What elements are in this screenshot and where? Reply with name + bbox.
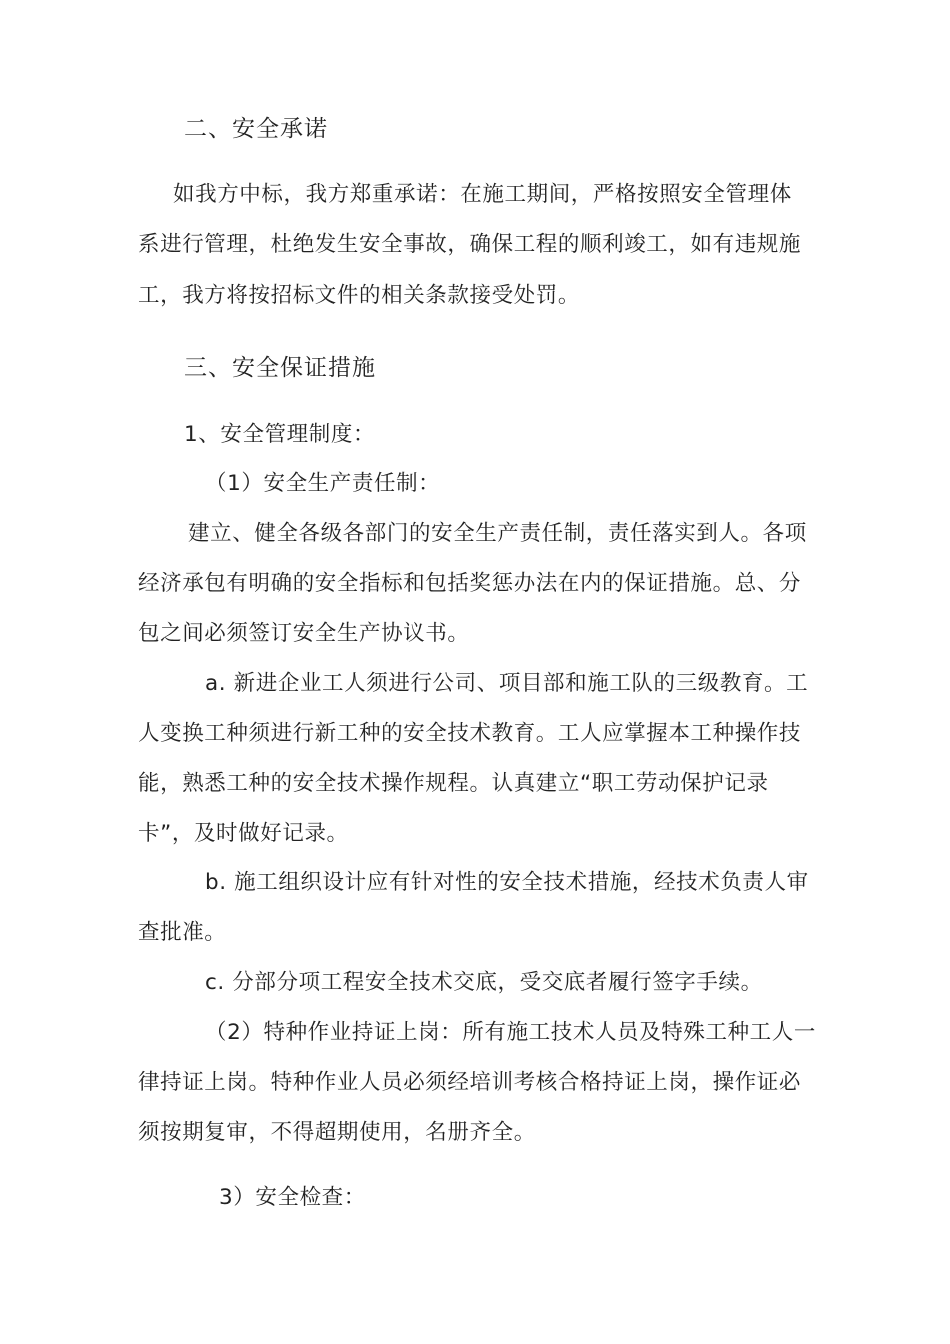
- item-title-responsibility-system: （1）安全生产责任制：: [205, 471, 441, 496]
- item-b-line: b. 施工组织设计应有针对性的安全技术措施，经技术负责人审: [205, 870, 809, 895]
- item-a-line: 能，熟悉工种的安全技术操作规程。认真建立“职工劳动保护记录: [138, 771, 769, 796]
- item-b-line: 查批准。: [138, 920, 227, 945]
- section-heading-safety-measures: 三、安全保证措施: [184, 355, 376, 381]
- special-operation-line: （2）特种作业持证上岗：所有施工技术人员及特殊工种工人一: [205, 1020, 816, 1045]
- responsibility-paragraph-line: 经济承包有明确的安全指标和包括奖惩办法在内的保证措施。总、分: [138, 571, 802, 596]
- commitment-paragraph-line: 工，我方将按招标文件的相关条款接受处罚。: [138, 283, 581, 308]
- item-a-line: a. 新进企业工人须进行公司、项目部和施工队的三级教育。工: [205, 671, 809, 696]
- responsibility-paragraph-line: 包之间必须签订安全生产协议书。: [138, 621, 470, 646]
- special-operation-line: 律持证上岗。特种作业人员必须经培训考核合格持证上岗，操作证必: [138, 1070, 802, 1095]
- commitment-paragraph-line: 系进行管理，杜绝发生安全事故，确保工程的顺利竣工，如有违规施: [138, 232, 802, 257]
- item-title-safety-inspection: 3）安全检查：: [219, 1185, 366, 1210]
- special-operation-line: 须按期复审，不得超期使用，名册齐全。: [138, 1120, 536, 1145]
- commitment-paragraph-line: 如我方中标，我方郑重承诺：在施工期间，严格按照安全管理体: [173, 182, 792, 207]
- subsection-title-management-system: 1、安全管理制度：: [184, 422, 376, 447]
- responsibility-paragraph-line: 建立、健全各级各部门的安全生产责任制，责任落实到人。各项: [188, 521, 807, 546]
- item-c-line: c. 分部分项工程安全技术交底，受交底者履行签字手续。: [205, 970, 763, 995]
- section-heading-safety-commitment: 二、安全承诺: [184, 116, 328, 142]
- item-a-line: 卡”，及时做好记录。: [138, 821, 349, 846]
- item-a-line: 人变换工种须进行新工种的安全技术教育。工人应掌握本工种操作技: [138, 721, 802, 746]
